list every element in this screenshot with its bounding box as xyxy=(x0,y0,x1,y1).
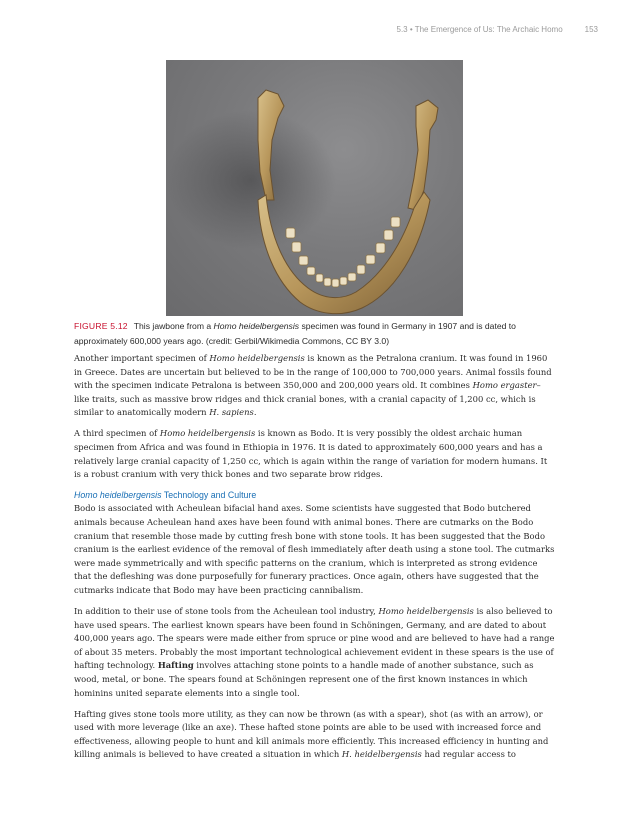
term-hafting: Hafting xyxy=(157,660,194,671)
figure-label: FIGURE 5.12 xyxy=(74,321,128,331)
jawbone-illustration xyxy=(166,60,463,316)
running-head xyxy=(397,25,599,34)
jawbone-shadow xyxy=(166,110,336,250)
paragraph-spears: In addition to their use of stone tools from the Acheulean tool industry, Homo heidelbergensis is also believed to have used spears. The earliest known spears have been found in Schöningen, Germany, and are dated to about 400,000 years ago. The spears were made either from spruce or pine wood and are believed to have had a range of about 35 meters. Probably the most important technological achievement evident in these spears is the use of hafting technology. Hafting involves attaching stone points to a handle made of another substance, such as wood, metal, or bone. The spears found at Schöningen represent one of the first known instances in which hominins united separate elements into a single tool. xyxy=(74,606,555,698)
section-heading: Homo heidelbergensis Technology and Culture xyxy=(74,490,257,501)
paragraph-acheulean: Bodo is associated with Acheulean bifacial hand axes. Some scientists have suggested that Bodo butchered animals because Acheulean hand axes have been found with animal bones. There are cutmarks on the Bodo cranium that resemble those made by cutting fresh bone with stone tools. It has been suggested that the Bodo cranium is the earliest evidence of the removal of flesh immediately after death using a stone tool. The cutmarks were made symmetrically and with specific patterns on the cranium, which is interpreted as strong evidence that the defleshing was done purposefully for funerary practices. Once again, others have suggested that the cutmarks indicate that Bodo may have been practicing cannibalism. xyxy=(74,503,555,595)
paragraph-bodo: A third specimen of Homo heidelbergensis is known as Bodo. It is very possibly the oldest archaic human specimen from Africa and was found in Ethiopia in 1976. It is dated to approximately 600,000 years and has a relatively large cranial capacity of 1,250 cc, which is again within the range of variation for modern humans. It is a robust cranium with very thick bones and two separate brow ridges. xyxy=(74,428,548,480)
caption-text: This jawbone from a xyxy=(133,321,214,331)
jawbone-photo xyxy=(166,60,463,316)
paragraph-petralona: Another important specimen of Homo heidelbergensis is known as the Petralona cranium. It was found in 1960 in Greece. Dates are uncertain but believed to be in the range of 100,000 to 700,000 years. Animal fossils found with the specimen indicate Petralona is between 350,000 and 200,000 years old. It combines Homo ergaster–like traits, such as massive brow ridges and thick cranial bones, with a cranial capacity of 1,200 cc, which is similar to anatomically modern H. sapiens. xyxy=(74,353,552,418)
caption-text-end: specimen was found in Germany in 1907 and is dated to approximately 600,000 years ago. (credit: Gerbil/Wikimedia Commons, CC BY 3.0) xyxy=(74,321,516,346)
running-head-section: 5.3 • The Emergence of Us: The Archaic Homo xyxy=(396,25,563,34)
page-number: 153 xyxy=(584,25,598,34)
paragraph-hafting: Hafting gives stone tools more utility, as they can now be thrown (as with a spear), shot (as with an arrow), or used with more leverage (like an axe). These hafted stone points are able to be used with increased force and effectiveness, allowing people to hunt and kill animals more efficiently. This increased efficiency in hunting and killing animals is believed to have created a situation in which H. heidelbergensis had regular access to xyxy=(74,708,549,760)
figure-caption xyxy=(74,319,560,349)
body-text xyxy=(74,352,556,770)
caption-species: Homo heidelbergensis xyxy=(213,321,300,331)
